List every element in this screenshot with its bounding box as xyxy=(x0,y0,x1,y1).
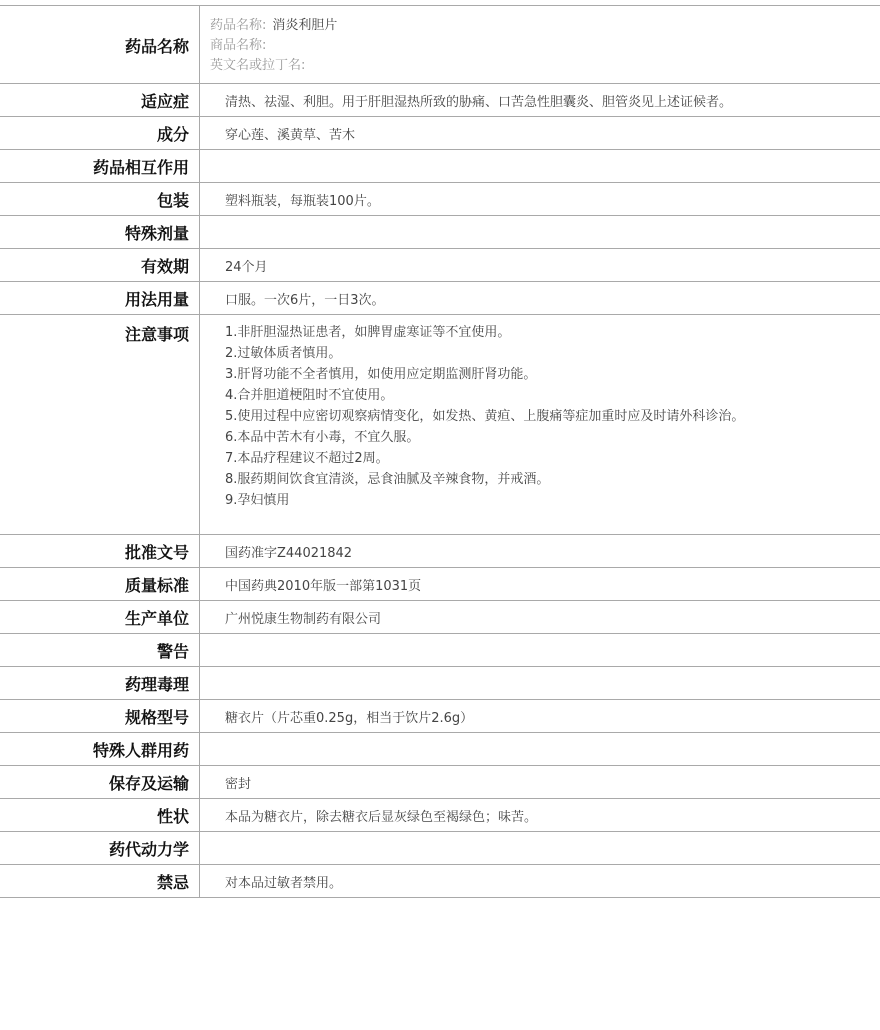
row-label: 用法用量 xyxy=(0,282,200,314)
row-usage xyxy=(0,282,880,315)
row-label: 禁忌 xyxy=(0,865,200,897)
generic-name-value: 消炎利胆片 xyxy=(272,18,338,33)
row-value: 口服。一次6片，一日3次。 xyxy=(225,292,385,308)
english-name-key: 英文名或拉丁名: xyxy=(210,58,306,73)
row-manufacturer xyxy=(0,601,880,634)
english-name-line xyxy=(210,56,337,76)
row-label: 特殊剂量 xyxy=(0,216,200,248)
row-warning xyxy=(0,634,880,667)
row-shelf-life xyxy=(0,249,880,282)
caution-item: 6.本品中苦木有小毒，不宜久服。 xyxy=(225,430,420,445)
generic-name-key: 药品名称: xyxy=(210,18,267,33)
row-value: 对本品过敏者禁用。 xyxy=(225,875,343,891)
caution-item: 7.本品疗程建议不超过2周。 xyxy=(225,451,389,466)
row-value: 中国药典2010年版一部第1031页 xyxy=(225,578,422,594)
row-label: 批准文号 xyxy=(0,535,200,567)
row-value: 糖衣片（片芯重0.25g，相当于饮片2.6g） xyxy=(225,710,474,726)
row-pharmacokinetics xyxy=(0,832,880,865)
row-label: 警告 xyxy=(0,634,200,666)
drug-name-values xyxy=(200,6,337,83)
row-label: 保存及运输 xyxy=(0,766,200,798)
row-contraindications xyxy=(0,865,880,898)
trade-name-line xyxy=(210,36,337,56)
row-special-groups xyxy=(0,733,880,766)
row-value: 清热、祛湿、利胆。用于肝胆湿热所致的胁痛、口苦急性胆囊炎、胆管炎见上述证候者。 xyxy=(225,94,733,110)
row-approval xyxy=(0,535,880,568)
row-value: 塑料瓶装，每瓶装100片。 xyxy=(225,193,380,209)
row-storage xyxy=(0,766,880,799)
row-label: 包装 xyxy=(0,183,200,215)
row-label: 质量标准 xyxy=(0,568,200,600)
row-value xyxy=(200,832,880,864)
row-special-dosage xyxy=(0,216,880,249)
caution-item: 4.合并胆道梗阻时不宜使用。 xyxy=(225,388,394,403)
row-value: 密封 xyxy=(225,776,252,792)
row-value xyxy=(200,315,880,534)
row-label: 性状 xyxy=(0,799,200,831)
row-label: 药理毒理 xyxy=(0,667,200,699)
row-value xyxy=(200,733,880,765)
row-label: 药代动力学 xyxy=(0,832,200,864)
row-packaging xyxy=(0,183,880,216)
row-value xyxy=(200,667,880,699)
row-value: 24个月 xyxy=(225,259,268,275)
trade-name-key: 商品名称: xyxy=(210,38,267,53)
row-label: 有效期 xyxy=(0,249,200,281)
row-value: 广州悦康生物制药有限公司 xyxy=(225,611,382,627)
row-label: 成分 xyxy=(0,117,200,149)
row-specification xyxy=(0,700,880,733)
row-standard xyxy=(0,568,880,601)
caution-item: 2.过敏体质者慎用。 xyxy=(225,346,342,361)
caution-list xyxy=(225,322,785,511)
row-drug-name xyxy=(0,6,880,84)
row-value: 本品为糖衣片，除去糖衣后显灰绿色至褐绿色；味苦。 xyxy=(225,809,538,825)
row-ingredients xyxy=(0,117,880,150)
row-value: 穿心莲、溪黄草、苦木 xyxy=(225,127,356,143)
row-toxicology xyxy=(0,667,880,700)
row-value xyxy=(200,634,880,666)
caution-item: 1.非肝胆湿热证患者，如脾胃虚寒证等不宜使用。 xyxy=(225,325,511,340)
row-label: 注意事项 xyxy=(0,315,200,534)
row-value: 国药准字Z44021842 xyxy=(225,545,353,561)
caution-item: 9.孕妇慎用 xyxy=(225,493,290,508)
generic-name-line xyxy=(210,16,337,36)
row-value xyxy=(200,150,880,182)
caution-item: 3.肝肾功能不全者慎用，如使用应定期监测肝肾功能。 xyxy=(225,367,537,382)
row-appearance xyxy=(0,799,880,832)
row-label: 药品名称 xyxy=(0,6,200,83)
row-indication xyxy=(0,84,880,117)
row-interactions xyxy=(0,150,880,183)
row-cautions xyxy=(0,315,880,535)
row-label: 适应症 xyxy=(0,84,200,116)
caution-item: 8.服药期间饮食宜清淡，忌食油腻及辛辣食物，并戒酒。 xyxy=(225,472,550,487)
caution-item: 5.使用过程中应密切观察病情变化，如发热、黄疸、上腹痛等症加重时应及时请外科诊治。 xyxy=(225,409,745,424)
row-label: 药品相互作用 xyxy=(0,150,200,182)
drug-spec-table xyxy=(0,5,880,898)
row-label: 特殊人群用药 xyxy=(0,733,200,765)
row-label: 生产单位 xyxy=(0,601,200,633)
row-value xyxy=(200,216,880,248)
row-label: 规格型号 xyxy=(0,700,200,732)
